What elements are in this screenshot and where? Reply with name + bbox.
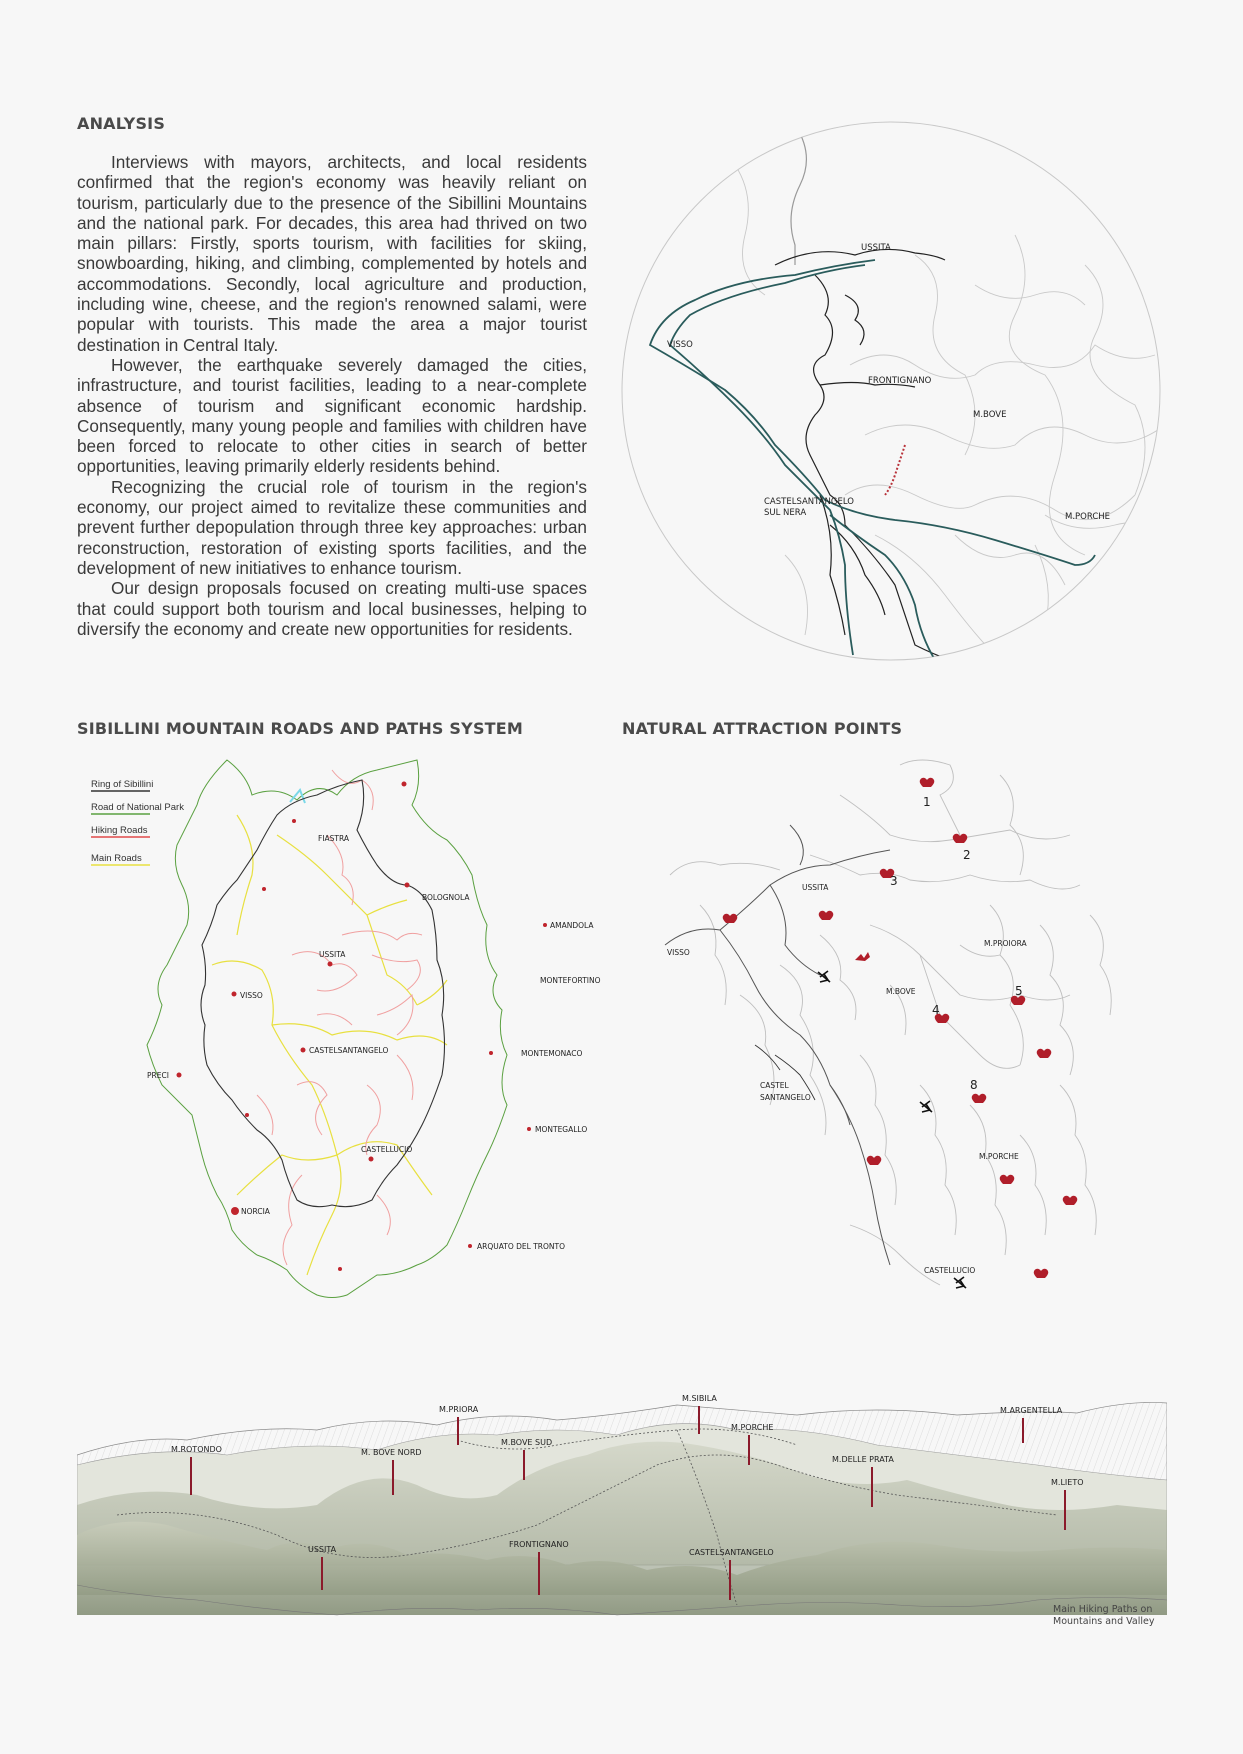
roads-map — [77, 755, 622, 1315]
panorama-caption-line-2: Mountains and Valley — [1053, 1616, 1155, 1627]
analysis-paragraph-3: Recognizing the crucial role of tourism in the region's economy, our project aimed to revitalize these communities and prevent further depopulation through three key approaches: urban reconstruction, restoration of existing sports facilities, and the development of new initiatives to enhance tourism. — [77, 476, 587, 578]
attraction-point-icon — [972, 1094, 987, 1103]
attraction-number-1: 1 — [923, 795, 931, 809]
legend-main-label: Main Roads — [91, 853, 142, 864]
skier-icon — [818, 971, 830, 982]
skier-icon — [954, 1277, 966, 1288]
peak-label-mbovenord: M. BOVE NORD — [361, 1448, 422, 1457]
mountain-panorama — [77, 1385, 1167, 1630]
circle-label-castel-2: SUL NERA — [764, 508, 807, 518]
attraction-number-2: 2 — [963, 848, 971, 862]
attraction-point-icon — [867, 1156, 882, 1165]
attraction-point-icon — [920, 778, 935, 787]
attraction-number-4: 4 — [932, 1003, 940, 1017]
peak-label-margentella: M.ARGENTELLA — [1000, 1406, 1063, 1415]
peak-label-frontignano: FRONTIGNANO — [509, 1540, 569, 1549]
peak-label-mpriora: M.PRIORA — [439, 1405, 479, 1414]
analysis-paragraph-1: Interviews with mayors, architects, and local residents confirmed that the region's economy was heavily reliant on tourism, particularly due to the presence of the Sibillini Mountains and the national park. For decades, this area had thrived on two main pillars: Firstly, sports tourism, with facilities for skiing, snowboarding, hiking, and climbing, complemented by hotels and accommodations. Secondly, local agriculture and production, including wine, cheese, and the region's renowned salami, were popular with tourists. This made the area a major tourist destination in Central Italy. — [77, 152, 587, 355]
attraction-point-icon — [953, 834, 968, 843]
circle-label-mbove: M.BOVE — [973, 410, 1007, 420]
roads-town-amandola: AMANDOLA — [550, 921, 594, 930]
peak-label-ussita: USSITA — [308, 1545, 337, 1554]
analysis-heading: ANALYSIS — [77, 114, 166, 133]
circle-label-frontignano: FRONTIGNANO — [868, 376, 932, 386]
roads-town-visso: VISSO — [240, 991, 263, 1000]
circle-label-ussita: USSITA — [861, 243, 891, 253]
attractions-label-mproiora: M.PROIORA — [984, 939, 1027, 948]
peak-label-mrotondo: M.ROTONDO — [171, 1445, 222, 1454]
attraction-number-3: 3 — [890, 874, 898, 888]
attraction-point-icon — [1063, 1196, 1078, 1205]
peak-label-msibila: M.SIBILA — [682, 1394, 717, 1403]
circle-label-visso: VISSO — [667, 340, 693, 350]
attractions-label-castel-1: CASTEL — [760, 1081, 789, 1090]
panorama-caption-line-1: Main Hiking Paths on — [1053, 1604, 1153, 1615]
attraction-point-icon — [1037, 1049, 1052, 1058]
analysis-paragraph-2: However, the earthquake severely damaged the cities, infrastructure, and tourist facilities, leading to a near-complete absence of tourism and significant economic hardship. Consequently, many young people and families with children have been forced to relocate to other cities in search of better opportunities, leaving primarily elderly residents behind. — [77, 354, 587, 477]
attraction-number-5: 5 — [1015, 984, 1023, 998]
attractions-label-castel-2: SANTANGELO — [760, 1093, 811, 1102]
roads-town-bolognola: BOLOGNOLA — [422, 893, 470, 902]
attractions-label-castellucio: CASTELLUCIO — [924, 1266, 976, 1275]
peak-label-mdelleprata: M.DELLE PRATA — [832, 1455, 894, 1464]
attractions-map — [660, 755, 1130, 1305]
attraction-point-icon — [1000, 1175, 1015, 1184]
skier-icon — [920, 1101, 932, 1112]
roads-town-norcia: NORCIA — [241, 1207, 270, 1216]
circle-label-castel-1: CASTELSANTANGELO — [764, 497, 854, 507]
peak-label-castelsantangelo: CASTELSANTANGELO — [689, 1548, 774, 1557]
attractions-label-ussita: USSITA — [802, 883, 829, 892]
roads-town-montemonaco: MONTEMONACO — [521, 1049, 583, 1058]
peak-label-mlieto: M.LIETO — [1051, 1478, 1084, 1487]
legend-ring-label: Ring of Sibillini — [91, 779, 154, 790]
attractions-label-mporche: M.PORCHE — [979, 1152, 1019, 1161]
attraction-number-8: 8 — [970, 1078, 978, 1092]
legend-national-label: Road of National Park — [91, 802, 184, 813]
roads-town-arquato: ARQUATO DEL TRONTO — [477, 1242, 566, 1251]
peak-label-mporche: M.PORCHE — [731, 1423, 774, 1432]
peak-label-mbovesud: M.BOVE SUD — [501, 1438, 553, 1447]
analysis-paragraph-4: Our design proposals focused on creating multi-use spaces that could support both tourism and local businesses, helping to diversify the economy and create new opportunities for residents. — [77, 578, 587, 639]
roads-town-castelsantangelo: CASTELSANTANGELO — [309, 1046, 389, 1055]
attractions-label-mbove: M.BOVE — [886, 987, 916, 996]
attractions-label-visso: VISSO — [667, 948, 690, 957]
roads-legend — [91, 779, 184, 865]
deer-icon — [855, 952, 870, 961]
roads-town-preci: PRECI — [147, 1071, 169, 1080]
roads-town-montefortino: MONTEFORTINO — [540, 976, 601, 985]
attraction-markers — [723, 778, 1078, 1278]
attractions-map-heading: NATURAL ATTRACTION POINTS — [622, 719, 903, 738]
roads-town-ussita: USSITA — [319, 950, 346, 959]
circle-map — [615, 115, 1167, 667]
analysis-text — [77, 152, 587, 639]
roads-map-heading: SIBILLINI MOUNTAIN ROADS AND PATHS SYSTEM — [77, 719, 524, 738]
attraction-point-icon — [723, 914, 738, 923]
attraction-point-icon — [1034, 1269, 1049, 1278]
roads-town-montegallo: MONTEGALLO — [535, 1125, 588, 1134]
circle-label-mporche: M.PORCHE — [1065, 512, 1111, 522]
roads-town-castelluccio: CASTELLUCIO — [361, 1145, 413, 1154]
roads-town-fiastra: FIASTRA — [318, 834, 350, 843]
legend-hiking-label: Hiking Roads — [91, 825, 148, 836]
attraction-point-icon — [819, 911, 834, 920]
